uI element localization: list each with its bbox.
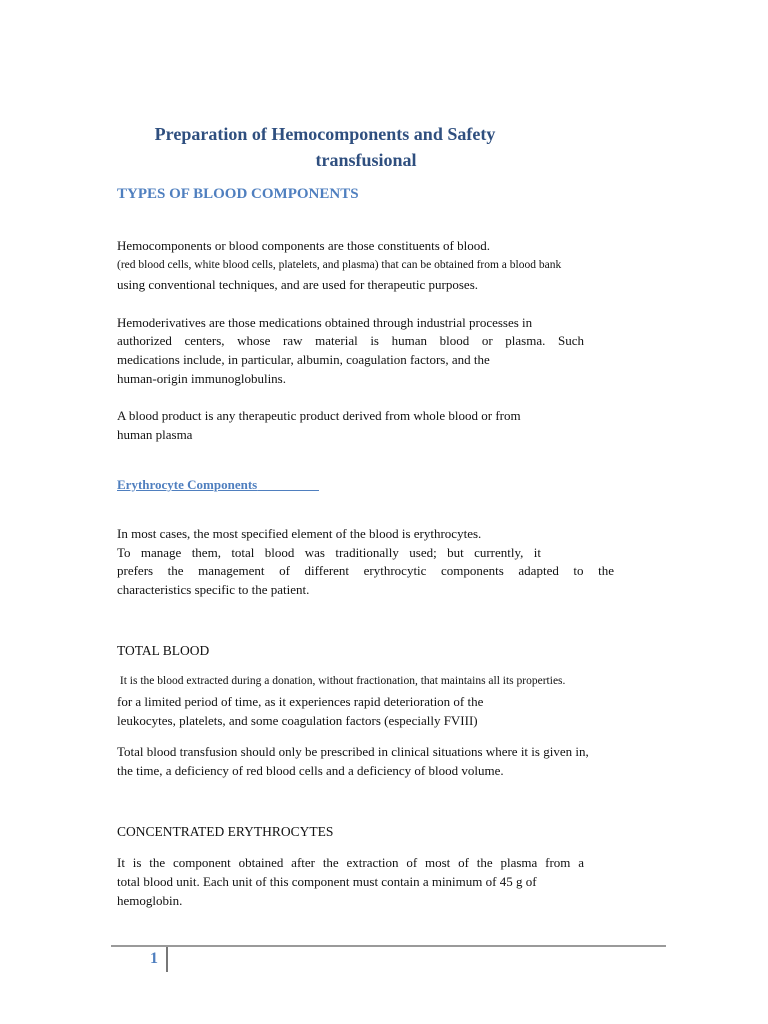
para5-line1: It is the blood extracted during a donation, without fractionation, that maintains all its properties. xyxy=(117,675,566,687)
para2-line2: authorized centers, whose raw material is human blood or plasma. Such xyxy=(117,333,584,348)
para1-line1: Hemocomponents or blood components are those constituents of blood. xyxy=(117,238,490,253)
section-heading-total-blood: TOTAL BLOOD xyxy=(117,643,210,658)
footer-rule xyxy=(111,945,666,947)
para5-line2: for a limited period of time, as it experiences rapid deterioration of the xyxy=(117,694,484,709)
para4-line1: In most cases, the most specified element of the blood is erythrocytes. xyxy=(117,526,482,541)
document-title-line2: transfusional xyxy=(315,150,417,170)
para7-line1: It is the component obtained after the extraction of most of the plasma from a xyxy=(117,855,584,870)
section-heading-concentrated-erythrocytes: CONCENTRATED ERYTHROCYTES xyxy=(117,824,334,839)
page-number-divider xyxy=(166,947,168,972)
para2-line1: Hemoderivatives are those medications obtained through industrial processes in xyxy=(117,315,533,330)
para3-line2: human plasma xyxy=(117,427,193,442)
para3-line1: A blood product is any therapeutic product derived from whole blood or from xyxy=(117,408,521,423)
para7-line3: hemoglobin. xyxy=(117,893,183,908)
para4-line4: characteristics specific to the patient. xyxy=(117,582,310,597)
para7-line2: total blood unit. Each unit of this component must contain a minimum of 45 g of xyxy=(117,874,537,889)
para6-line1: Total blood transfusion should only be prescribed in clinical situations where it is given in, xyxy=(117,744,589,759)
para1-line3: using conventional techniques, and are used for therapeutic purposes. xyxy=(117,277,478,292)
para5-line3: leukocytes, platelets, and some coagulation factors (especially FVIII) xyxy=(117,713,478,728)
page-number: 1 xyxy=(150,950,158,967)
para1-line2: (red blood cells, white blood cells, platelets, and plasma) that can be obtained from a blood bank xyxy=(117,259,562,271)
heading-erythrocyte-label: Erythrocyte Components xyxy=(117,477,258,492)
para6-line2: the time, a deficiency of red blood cells and a deficiency of blood volume. xyxy=(117,763,504,778)
heading-types-of-blood-components: TYPES OF BLOOD COMPONENTS xyxy=(117,186,359,202)
para2-line4: human-origin immunoglobulins. xyxy=(117,371,286,386)
heading-erythrocyte-components[interactable] xyxy=(117,477,319,493)
document-title-line1: Preparation of Hemocomponents and Safety xyxy=(154,124,496,144)
para4-line3: prefers the management of different erythrocytic components adapted to the xyxy=(117,563,614,578)
para2-line3: medications include, in particular, albumin, coagulation factors, and the xyxy=(117,352,490,367)
para4-line2: To manage them, total blood was traditionally used; but currently, it xyxy=(117,545,541,560)
heading-underline-tail xyxy=(257,477,319,492)
